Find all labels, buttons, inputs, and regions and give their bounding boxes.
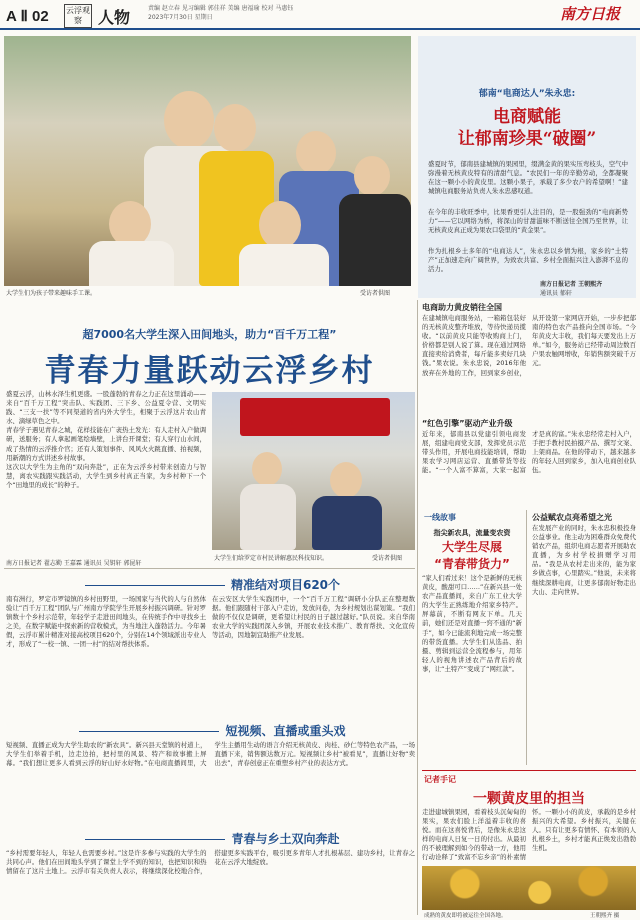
photo-figure-shirt xyxy=(312,496,382,550)
page-meta xyxy=(148,4,293,22)
top-photo-caption: 大学生们为孩子带来趣味手工课。 xyxy=(6,290,97,297)
photo-figure-head xyxy=(214,104,256,152)
section-title-2 xyxy=(4,722,415,739)
reporter-tag: 记者手记 xyxy=(424,775,456,784)
column-divider xyxy=(526,510,527,765)
main-headline: 青春力量跃动云浮乡村 xyxy=(44,353,375,389)
top-photo xyxy=(4,36,411,286)
photo-figure-shirt xyxy=(339,194,411,286)
main-lead: 盛夏云浮，山林水泽生机更盛。一股蓬勃的青春之力正在这里涌动——来自“百千万工程”突击队、实践团、三下乡、公益夏令营、文明实践、“三支一扶”等不同渠道的省内外大学生，相聚于云浮这片农山青水、滴绿草色之中。 青春学子遇见青春之城，花样技能在广袤热土发光：有人走村入户做调研，送服务；有人拿起画笔绘墙壁，上讲台开课堂；有人穿行山水间，成了热情的云浮推介官；还有人策划事件、风风火火跳直播、拍视频，用新潮的方式讲述乡村故事。 这次以大学生为主角的“双向奔赴”，正在为云浮乡村带来创造力与智慧，离农实践跟实践活动，大学生到乡村真正当家，为乡村种下一个个“田地里的成长”的种子。 xyxy=(6,390,206,489)
main-kicker: 超7000名大学生深入田间地头，助力“百千万工程” xyxy=(82,328,337,341)
middle-photo-caption: 大学生们给罗定市村民讲解惠民科技知识。 xyxy=(214,555,329,562)
section-3-label: 青春与乡土双向奔赴 xyxy=(231,832,340,846)
photo-figure-head xyxy=(164,91,214,149)
bottom-photo-caption: 成熟的黄皮即将被运往全国各地。 xyxy=(424,913,507,919)
feature-headline-1: 大学生尽展 xyxy=(441,540,502,554)
photo-banner xyxy=(240,398,390,436)
photo-figure-head xyxy=(296,131,336,175)
right-subhead-3-visible: 公益赋农点亮希望之光 xyxy=(532,513,612,522)
photo-figure-head xyxy=(259,201,301,249)
feature-tag: 一线故事 xyxy=(424,513,456,522)
section-title-3 xyxy=(4,830,415,847)
feature-headline-block xyxy=(422,528,522,572)
photo-figure-shirt xyxy=(240,484,296,550)
masthead xyxy=(0,0,640,30)
reporter-headline: 一颗黄皮里的担当 xyxy=(473,791,585,807)
bottom-photo-credit: 王朝熙齐 摄 xyxy=(590,913,620,919)
photo-figure-shirt xyxy=(239,244,329,286)
sidebar-byline-1: 南方日报记者 王朝熙齐 xyxy=(540,281,603,288)
sidebar-headline-1: 电商赋能 xyxy=(493,107,561,127)
newspaper-logo: 南方日报 xyxy=(560,5,621,23)
section-1-label: 精准结对项目620个 xyxy=(230,578,341,592)
feature-headline-2: “青春带货力” xyxy=(434,557,510,571)
sidebar-paragraph-2: 在今年的丰收旺季中，比果香更引人注目的，是一股强劲的“电商新势力”——它以网络为桥，将深山的甘甜滋味不断送往全国乃至世界，让无核黄皮真正成为果农口袋里的“黄金果”。 xyxy=(428,208,628,235)
feature-headline-kicker: 指尖新农具，流量变农资 xyxy=(433,529,511,537)
column-text-b: 在云安区大学生实践团中，一个“百千万工程”调研小分队正在整理数据。他们跟随村干部入户走访，发放问卷，为乡村规划出谋划策。“我们做的不仅仅是调研，更希望让村民的日子越过越好。”队员说。来自华南农业大学的实践团深入乡镇，开展农业技术推广、教育帮扶、文化宣传等活动，因地制宜助推产业发展。 xyxy=(212,595,415,640)
sidebar-story xyxy=(418,36,636,298)
middle-photo xyxy=(212,392,415,550)
column-divider xyxy=(417,300,418,915)
bottom-right-photo xyxy=(422,866,636,910)
sidebar-paragraph-3: 作为扎根乡土多年的“电商达人”，朱永忠以乡情为根，家乡的“土特产”正加速走向广阔世界，为致农共富、乡村全面振兴注入澎湃不息的活力。 xyxy=(428,247,628,274)
right-subhead-1: 电商助力黄皮销往全国 xyxy=(422,303,502,312)
sidebar-headline-2: 让郁南珍果“破圈” xyxy=(457,129,597,149)
main-byline: 南方日报记者 翟志勤 王嘉霖 通讯员 吴钥轩 郭昆轩 xyxy=(6,560,142,567)
right-text-2: 近年来，郁南县以党建引领电商发展，组建电商党支部，发挥党员示范带头作用，开展电商技能培训，帮助果农学习网店运营、直播带货等技能。“一个人富不算富，大家一起富才是真的富。”朱永忠经常走村入户，手把手教村民拍摄产品、撰写文案、上架商品。在他的带动下，越来越多的年轻人回到家乡，加入电商创业队伍。 xyxy=(422,430,636,475)
section-2-label: 短视频、直播或重头戏 xyxy=(225,724,346,738)
right-subhead-2: “红色引擎”驱动产业升级 xyxy=(422,419,513,428)
meta-line-1: 责编 赵立春 见习编辑 郭佳祥 美编 唐福瑜 校对 马惠钰 xyxy=(148,5,294,12)
edition-number: A Ⅱ 02 xyxy=(6,8,49,25)
right-text-1: 在建城镇电商服务站，一箱箱包装好的无核黄皮整齐堆放，等待快递员揽收。“以前黄皮只能等收购商上门，价格都是别人说了算。现在通过网络直接卖给消费者，每斤能多卖好几块钱。”果农说。朱永忠说，2016年他放弃在外地的工作，回到家乡创业，从开设第一家网店开始，一步步把郁南的特色农产品推向全国市场。“今年黄皮大丰收，我们每天要发出上万单。”如今，服务站已经带动周边数百户果农触网增收，年销售额突破千万元。 xyxy=(422,314,636,377)
photo-figure-head xyxy=(252,452,282,486)
middle-photo-credit: 受访者供图 xyxy=(372,555,403,562)
sidebar-paragraph-1: 盛夏时节，郁南县建城镇的果园里，缀满金黄的果实压弯枝头，空气中弥漫着无核黄皮特有的清甜气息。“农民们一年的辛勤劳动，全都凝聚在这一颗小小的黄皮里。这颗小果子，承载了多少农户的希望啊！”建城镇电商服务站负责人朱永忠感叹道。 xyxy=(428,160,628,196)
feature-text: “家人们看过来！这个是新鲜的无核黄皮，酸甜可口……”在新兴县一处农产品直播间，来自广东工业大学的大学生正熟练地介绍家乡特产。屏幕前，不断有网友下单。几天前，她们还是对直播一窍不通的“新手”，如今已能流利地完成一场完整的带货直播。大学生们从选品、拍摄、剪辑到运营全流程参与，用年轻人的视角讲述农产品背后的故事，让“土特产”变成了“网红款”。 xyxy=(422,574,522,673)
section-title-1 xyxy=(4,576,415,593)
section-label: 云浮观察 xyxy=(64,4,92,28)
column-text-a: 南有洲行，罗定市罗镜镇的乡村田野里，一场国家与当代的人与自然体验让“百千万工程”团队与广州南方学院学生开展乡村振兴调研。针对罗镇数十个乡村示范带，年轻学子走进田间地头，在传统手作中寻找乡土之美，在数字赋能中探索新的营收模式，为当地注入蓬勃活力。今年暑假，云浮市累计精准对接高校项目620个，分别在14个领域派出专业人才，形成了“一校一镇、一团一村”的结对帮扶体系。 xyxy=(6,595,206,649)
photo-figure-head xyxy=(354,156,390,196)
sidebar-kicker: 郁南“电商达人”朱永忠: xyxy=(478,89,576,99)
page-name: 人物 xyxy=(98,8,131,27)
column-text-d: “乡村需要年轻人，年轻人也需要乡村。”这是许多参与实践的大学生的共同心声。他们在田间地头学到了课堂上学不到的知识，也把知识和热情留在了这片土地上。云浮市有关负责人表示，将继续深化校地合作，搭建更多实践平台，吸引更多青年人才扎根基层、建功乡村，让青春之花在云浮大地绽放。 xyxy=(6,849,415,876)
column-text-c: 短视频、直播正成为大学生助农的“新农具”。新兴县天堂镇的村道上，大学生们举着手机，边走边拍，把村里的风景、特产和故事搬上屏幕。“我们想让更多人看到云浮的好山好水好物。”在电商直播间里，大学生主播用生动的语言介绍无核黄皮、肉桂、砂仁等特色农产品，一场直播下来，销售额达数万元。短视频让乡村“被看见”，直播让好物“卖出去”，青春创意正在重塑乡村产业的表达方式。 xyxy=(6,741,415,768)
photo-figure-shirt xyxy=(89,241,174,286)
reporter-text: 走进建城镇果园，看着枝头沉甸甸的果实，果农们脸上洋溢着丰收的喜悦。而在这喜悦背后，是像朱永忠这样的电商人日复一日的付出。从最初的不被理解到如今的带动一方，他用行动诠释了“致富不忘乡亲”的朴素情怀。一颗小小的黄皮，承载的是乡村振兴的大希望。乡村振兴，关键在人。只有让更多有情怀、有本领的人扎根乡土，乡村才能真正焕发出勃勃生机。 xyxy=(422,808,636,862)
meta-line-2: 2023年7月30日 星期日 xyxy=(148,14,213,21)
divider xyxy=(4,568,415,569)
right-text-3: 在发展产业的同时，朱永忠积极投身公益事业。他主动为困难群众免费代销农产品，组织电商志愿者开展助农直播，为乡村学校捐赠学习用品。“我是从农村走出来的，能为家乡做点事，心里踏实。”他说，未来将继续深耕电商，让更多郁南好物走出大山、走向世界。 xyxy=(532,524,636,596)
sidebar-byline-2: 通讯员 郁轩 xyxy=(540,290,572,297)
photo-figure-head xyxy=(330,462,362,498)
top-photo-credit: 受访者供图 xyxy=(360,290,391,297)
divider xyxy=(422,770,636,771)
